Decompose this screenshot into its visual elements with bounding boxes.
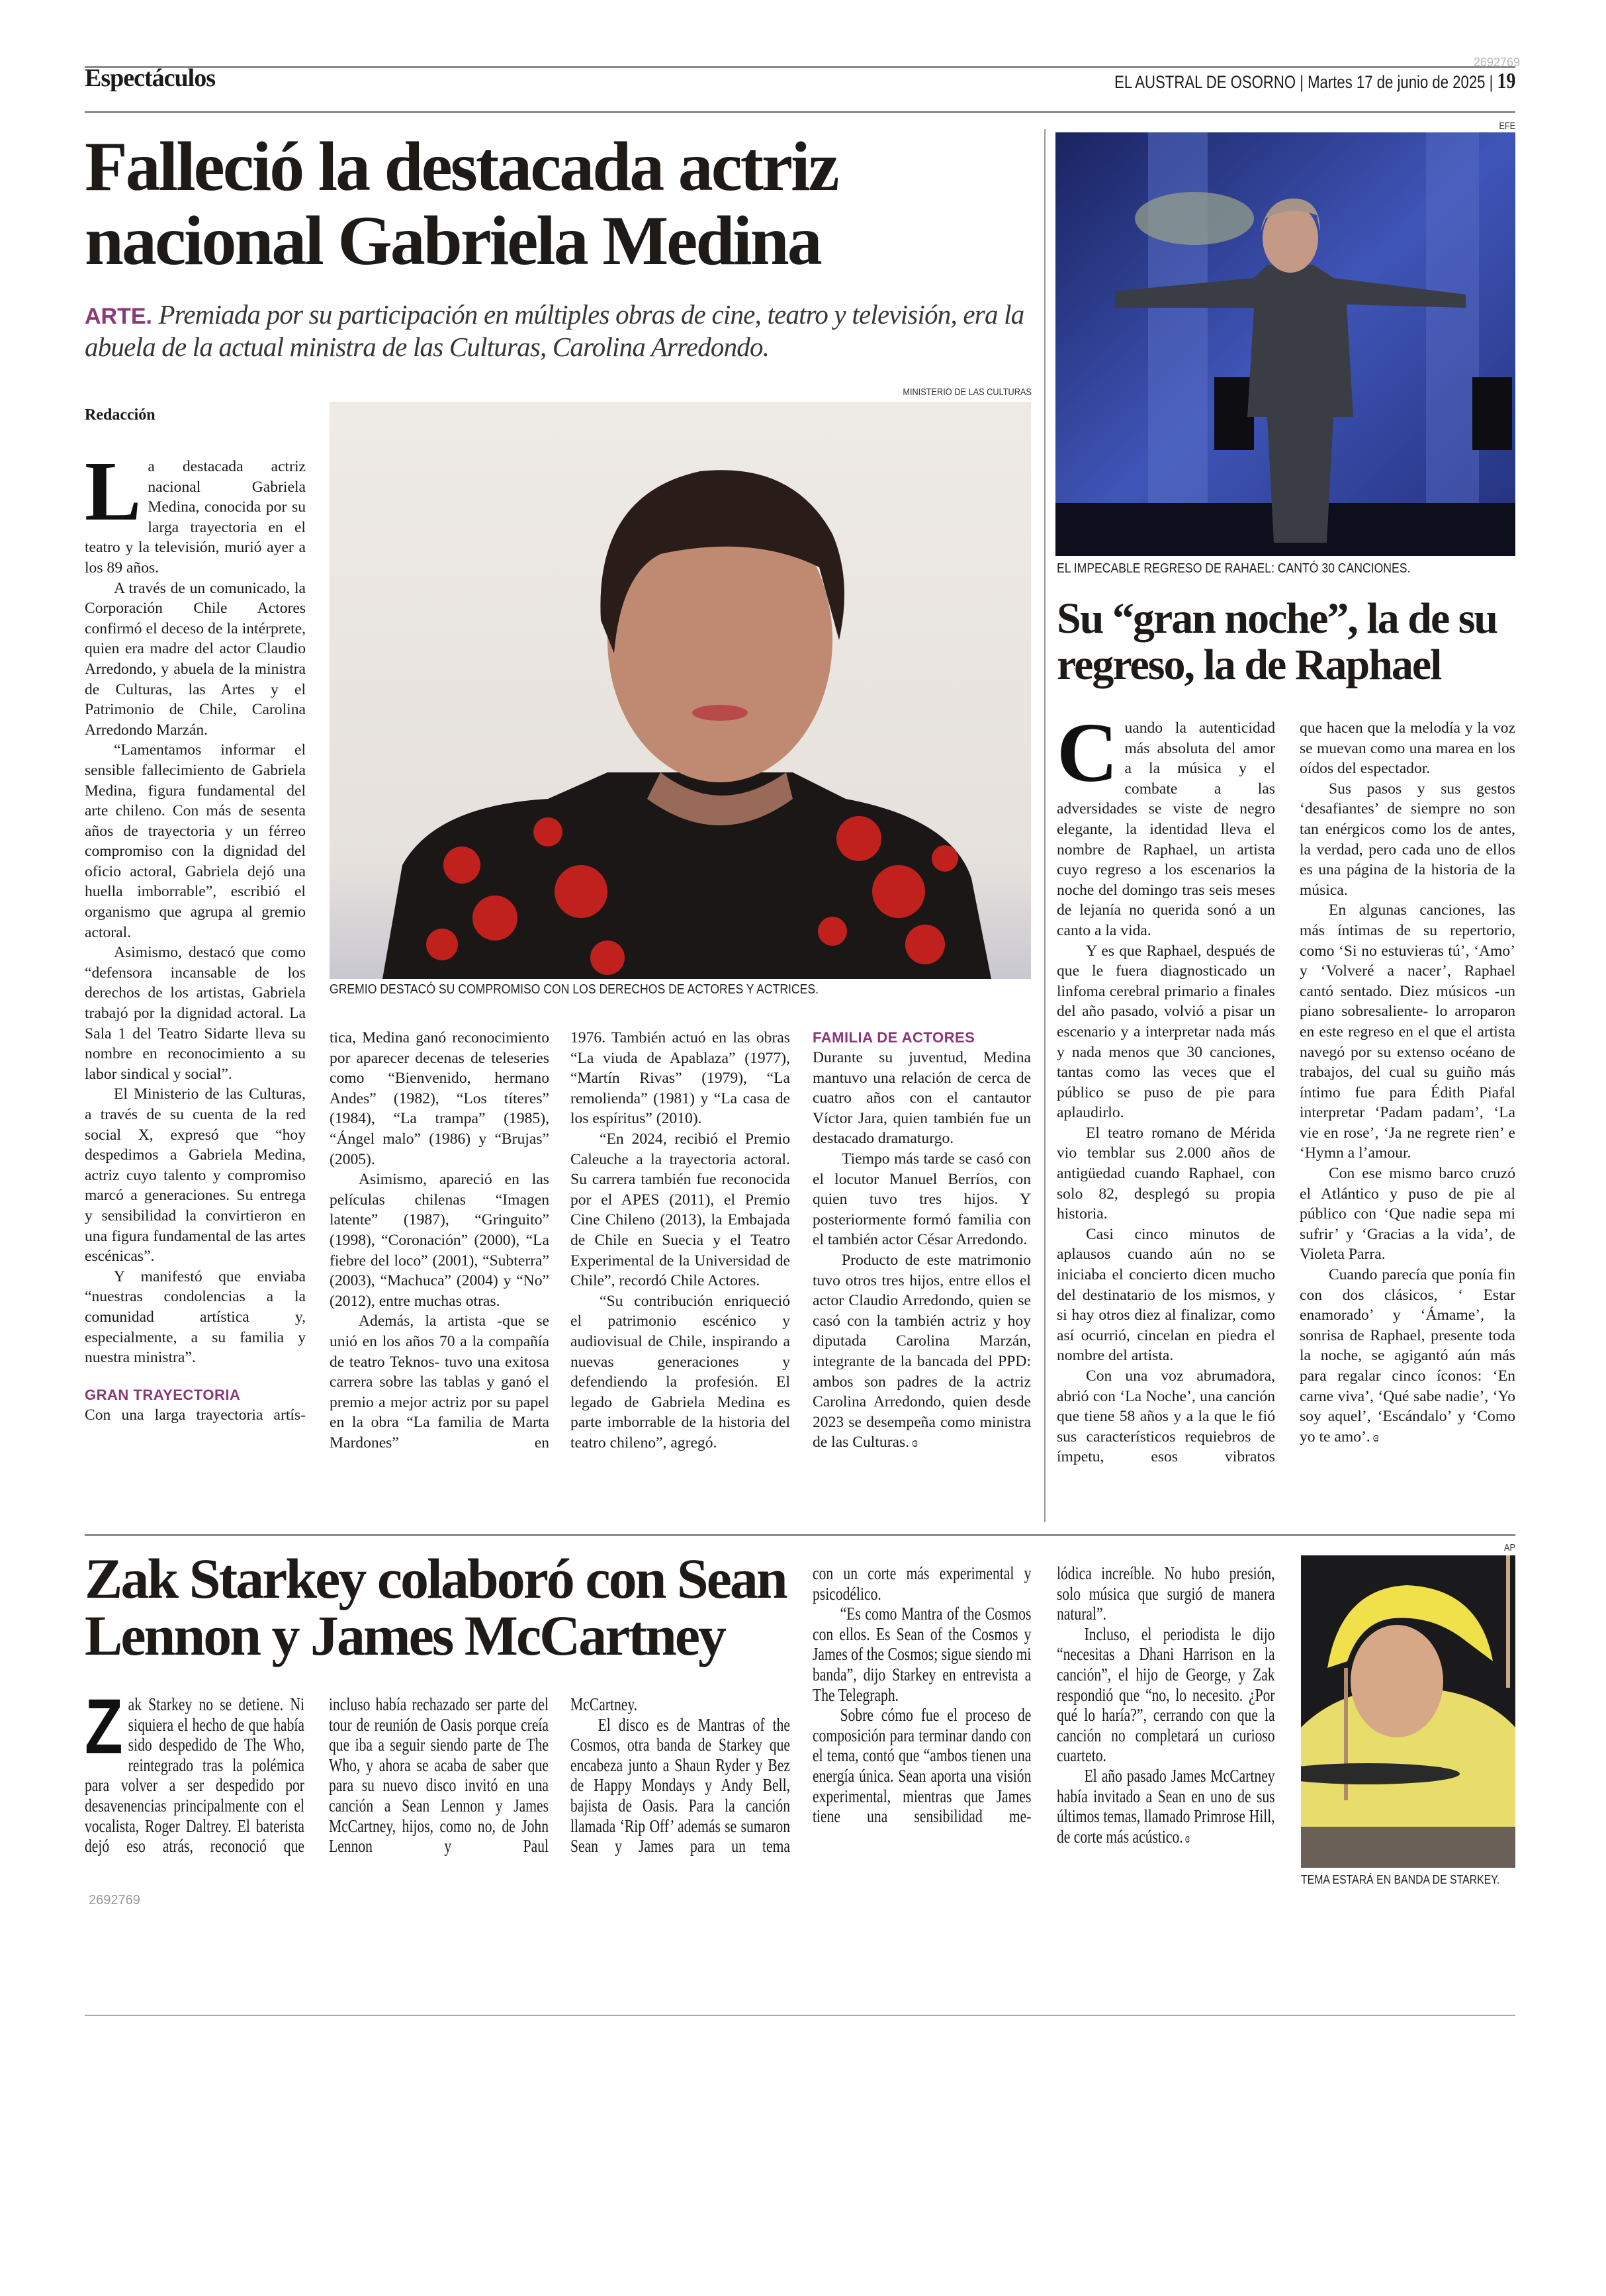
medina-photo [330, 402, 1031, 979]
page-id-code: 2692769 [1473, 56, 1520, 69]
medina-column-4 [813, 1028, 1031, 1453]
drop-cap: C [1057, 706, 1118, 800]
paragraph: McCartney. [570, 1694, 638, 1714]
paragraph-text: a destacada actriz nacional Gabriela Medina, conocida por su larga trayectoria en el teatro y la televisión, murió ayer a los 89 años. [85, 458, 306, 576]
paragraph: Asimismo, destacó que como “defensora incansable de los derechos de los artistas, Gabriela trabajó por la dignidad actoral. La Sala 1 del Teatro Sidarte lleva su nombre en reconocimiento a su labor sindical y social”. [85, 944, 306, 1083]
raphael-headline [1057, 596, 1497, 688]
paragraph: Asimismo, apareció en las películas chilenas “Imagen latente” (1987), “Gringuito” (1998), “Coronación” (2000), “La fiebre del loco” (2001), “Subterra” (2003), “Machuca” (2004) y “No” (2012), entre muchas otras. [330, 1171, 549, 1310]
paragraph: Tiempo más tarde se casó con el locutor Manuel Berríos, con quien tuvo tres hijos. Y posteriormente formó familia con el también actor César Arredondo. [813, 1150, 1031, 1249]
byline: Redacción [85, 406, 156, 424]
photo-caption: EL IMPECABLE REGRESO DE RAHAEL: CANTÓ 30 CANCIONES. [1057, 561, 1411, 576]
starkey-photo [1301, 1555, 1515, 1868]
headline-line: Zak Starkey colaboró con Sean [85, 1547, 786, 1610]
publication-info: EL AUSTRAL DE OSORNO | Martes 17 de junio de 2025 | 19 [1114, 69, 1515, 93]
medina-column-3 [570, 1028, 790, 1453]
paragraph-text: El año pasado James McCartney había invitado a Sean en uno de sus últimos temas, llamado Primrose Hill, de corte más acústico. [1057, 1765, 1275, 1847]
raphael-column-1 [1057, 706, 1275, 1467]
column-divider [1044, 129, 1046, 1522]
paragraph: 1976. También actuó en las obras “La viuda de Apablaza” (1977), “Martín Rivas” (1979), “La remolienda” (1981) y “La casa de los espíritus” (2010). [570, 1029, 790, 1128]
paragraph: Casi cinco minutos de aplausos cuando aún no se iniciaba el concierto dicen mucho del destinatario de los mismos, y si hay otros diez al finalizar, como así ocurrió, cincelan en piedra el nombre del artista. [1057, 1225, 1275, 1365]
drop-cap: L [85, 444, 142, 538]
paragraph: incluso había rechazado ser parte del tour de reunión de Oasis porque creía que iba a seguir siendo parte de The Who, y ahora se acaba de saber que para su nuevo disco invitó en una canción a Sean Lennon y James McCartney, hijos, como no, de John Lennon y Paul [329, 1694, 549, 1857]
lead-paragraph [85, 444, 306, 578]
starkey-column-3 [570, 1694, 790, 1857]
publication-date: Martes 17 de junio de 2025 [1307, 72, 1486, 92]
paragraph: El teatro romano de Mérida vio temblar sus 2.000 años de antigüedad cuando Raphael, con solo 82, desplegó su propia historia. [1057, 1124, 1275, 1223]
paragraph [813, 1250, 1031, 1453]
end-mark-icon: ɞ [912, 1436, 918, 1451]
paragraph: Además, la artista -que se unió en los años 70 a la compañía de teatro Teknos- tuvo una exitosa carrera sobre las tablas y ganó el premio a mejor actriz por su papel en la obra “La familia de Marta Mardones” en [330, 1312, 549, 1451]
raphael-column-2 [1300, 718, 1515, 1447]
paragraph: Sus pasos y sus gestos ‘desafiantes’ de siempre no son tan enérgicos como los de antes, la verdad, pero cada uno de ellos es una página de la historia de la música. [1300, 780, 1515, 899]
medina-headline [85, 130, 838, 278]
article-id-code: 2692769 [89, 1893, 140, 1907]
photo-credit: EFE [1499, 120, 1515, 132]
medina-deck [85, 299, 1051, 362]
subheading: FAMILIA DE ACTORES [813, 1029, 975, 1046]
raphael-photo [1055, 132, 1515, 556]
paragraph: con un corte más experimental y psicodélico. [813, 1563, 1032, 1604]
photo-credit: MINISTERIO DE LAS CULTURAS [903, 387, 1032, 398]
starkey-column-2 [329, 1694, 549, 1857]
paragraph: que hacen que la melodía y la voz se muevan como una marea en los oídos del espectador. [1300, 719, 1515, 778]
paragraph: Sobre cómo fue el proceso de composición para terminar dando con el tema, contó que “ambos tienen una energía única. Sean aporta una visión experimental, mientras que James tiene una sensibilidad me- [813, 1705, 1032, 1827]
paragraph-text: Producto de este matrimonio tuvo otros tres hijos, entre ellos el actor Claudio Arredondo, quien se casó con la también actriz y hoy diputada Carolina Marzán, integrante de la bancada del PPD: ambos son padres de la actriz Carolina Arredondo, quien desde 2023 se desempeña como ministra de las Culturas. [813, 1251, 1031, 1451]
paragraph: “Lamentamos informar el sensible fallecimiento de Gabriela Medina, figura fundamental del arte chileno. Con más de sesenta años de trayectoria y un férreo compromiso con la dignidad del oficio actoral, Gabriela dejó una huella imborrable”, escribió el organismo que agrupa al gremio actoral. [85, 741, 306, 941]
paragraph: Incluso, el periodista le dijo “necesitas a Dhani Harrison en la canción”, el hijo de George, y Zak respondió que “no, lo necesito. ¿Por qué lo haría?”, cerrando con que la canción no completará un curioso cuarteto. [1057, 1624, 1275, 1766]
headline-line: Lennon y James McCartney [85, 1604, 725, 1667]
paragraph: tica, Medina ganó reconocimiento por aparecer decenas de teleseries como “Bienvenido, hermano Andes” (1982), “Los títeres” (1984), “La trampa” (1985), “Ángel malo” (1986) y “Brujas” (2005). [330, 1029, 549, 1168]
paragraph: En algunas canciones, las más íntimas de su repertorio, como ‘Si no estuvieras tú’, ‘Amo’ y ‘Volveré a nacer’, Raphael cantó sentado. Diez músicos -un piano sobresaliente- lo arroparon en este regreso en el que el artista navegó por su extenso océano de trabajos, del cual su guiño más íntimo fue para Édith Piafal interpretar ‘Padam padam’, ‘La vie en rose’, ‘Ja ne regrete rien’ e ‘Hymn a l’amour. [1300, 901, 1515, 1162]
headline-line: regreso, la de Raphael [1057, 641, 1441, 689]
medina-column-2 [330, 1028, 549, 1453]
photo-caption: GREMIO DESTACÓ SU COMPROMISO CON LOS DERECHOS DE ACTORES Y ACTRICES. [330, 982, 819, 997]
lead-paragraph [85, 1683, 305, 1857]
starkey-headline [85, 1547, 786, 1667]
paragraph: “Es como Mantra of the Cosmos con ellos. Es Sean of the Cosmos y James of the Cosmos; sigue siendo mi banda”, dijo Starkey en entrevista a The Telegraph. [813, 1604, 1032, 1705]
paragraph: Durante su juventud, Medina mantuvo una relación de cerca de cuatro años con el cantautor Víctor Jara, quien también fue un destacado dramaturgo. [813, 1049, 1031, 1148]
paragraph [1300, 1265, 1515, 1447]
paragraph: lódica increíble. No hubo presión, solo música que surgió de manera natural”. [1057, 1563, 1275, 1624]
starkey-column-4 [813, 1563, 1031, 1827]
paragraph-text: Cuando parecía que ponía fin con dos clásicos, ‘ Estar enamorado’ y ‘Ámame’, la sonrisa de Raphael, presente toda la noche, se agigantó aún más para regalar cinco íconos: ‘En carne viva’, ‘Qué sabe nadie’, ‘Yo soy aquel’, ‘Escándalo’ y ‘Como yo te amo’. [1300, 1266, 1515, 1446]
paragraph: “En 2024, recibió el Premio Caleuche a la trayectoria actoral. Su carrera también fue reconocida por el APES (2011), el Premio Cine Chileno (2013), la Embajada de Chile en Suecia y el Teatro Experimental de la Universidad de Chile”, recordó Chile Actores. [570, 1130, 790, 1290]
subheading: GRAN TRAYECTORIA [85, 1386, 241, 1403]
deck-text: Premiada por su participación en múltiples obras de cine, teatro y televisión, era la abuela de la actual ministra de las Culturas, Carolina Arredondo. [85, 299, 1024, 362]
paragraph: A través de un comunicado, la Corporación Chile Actores confirmó el deceso de la intérprete, quien era madre del actor Claudio Arredondo, y abuela de la ministra de Culturas, las Artes y el Patrimonio de Chile, Carolina Arredondo Marzán. [85, 579, 306, 739]
paragraph-text: uando la autenticidad más absoluta del amor a la música y el combate a las adversidades se viste de negro elegante, la identidad lleva el nombre de Raphael, un artista cuyo regreso a los escenarios la noche del domingo tras seis meses de lejanía no querida sonó a un canto a la vida. [1057, 719, 1275, 939]
paragraph: Y manifestó que enviaba “nuestras condolencias a la comunidad artística y, especialmente, a su familia y nuestra ministra”. [85, 1267, 306, 1367]
paragraph [1057, 1766, 1275, 1849]
paragraph: “Su contribución enriqueció el patrimonio escénico y audiovisual de Chile, inspirando a nuevas generaciones y defendiendo la profesión. El legado de Gabriela Medina es parte imborrable de la historia del teatro chileno”, agregó. [570, 1292, 790, 1451]
paragraph: El Ministerio de las Culturas, a través de su cuenta de la red social X, expresó que “hoy despedimos a Gabriela Medina, actriz cuyo talento y compromiso marcó a generaciones. Su entrega y sensibilidad la convirtieron en una figura fundamental de las artes escénicas”. [85, 1085, 306, 1265]
photo-caption: TEMA ESTARÁ EN BANDA DE STARKEY. [1301, 1873, 1500, 1886]
paragraph: Con ese mismo barco cruzó el Atlántico y puso de pie al público con ‘Que nadie sepa mi sufrir’ y ‘Gracias a la vida’, de Violeta Parra. [1300, 1165, 1515, 1263]
section-title: Espectáculos [85, 64, 215, 92]
story-divider [85, 1534, 1515, 1536]
paragraph-text: ak Starkey no se detiene. Ni siquiera el hecho de que había sido despedido de The Who, reintegrado tras la polémica para volver a ser despedido por desavenencias principalmente con el vocalista, Roger Daltrey. El baterista dejó eso atrás, reconoció que [85, 1694, 305, 1857]
publication-name: EL AUSTRAL DE OSORNO [1114, 72, 1296, 92]
headline-line: Su “gran noche”, la de su [1057, 594, 1497, 643]
paragraph: El disco es de Mantras of the Cosmos, otra banda de Starkey que encabeza junto a Shaun Ryder y Bez de Happy Mondays y Andy Bell, bajista de Oasis. Para la canción llamada ‘Rip Off’ además se sumaron Sean y James para un tema [570, 1714, 790, 1857]
headline-line: nacional Gabriela Medina [85, 202, 821, 279]
lead-paragraph [1057, 706, 1275, 941]
medina-column-1 [85, 444, 306, 1425]
starkey-column-5 [1057, 1563, 1275, 1849]
paragraph: Y es que Raphael, después de que le fuera diagnosticado un linfoma cerebral primario a finales del año pasado, volvió a pisar un escenario y a interpretar nada más y nada menos que 30 canciones, tantas como las veces que el público se puso de pie para aplaudirlo. [1057, 942, 1275, 1122]
page-bottom-rule [85, 2015, 1515, 2016]
header-top-rule [85, 66, 1515, 68]
end-mark-icon: ɞ [1184, 1831, 1190, 1846]
paragraph: Con una larga trayectoria artís- [85, 1406, 306, 1424]
paragraph: Con una voz abrumadora, abrió con ‘La Noche’, una canción que tiene 58 años y a la que le fió sus característicos requiebros de ímpetu, esos vibratos [1057, 1367, 1275, 1466]
page-number: 19 [1497, 69, 1515, 93]
end-mark-icon: ɞ [1372, 1430, 1379, 1445]
header-bottom-rule [85, 111, 1515, 113]
deck-kicker: ARTE. [85, 304, 152, 329]
starkey-column-1 [85, 1683, 305, 1857]
drop-cap: Z [85, 1683, 123, 1770]
headline-line: Falleció la destacada actriz [85, 128, 838, 205]
photo-credit: AP [1503, 1542, 1515, 1553]
